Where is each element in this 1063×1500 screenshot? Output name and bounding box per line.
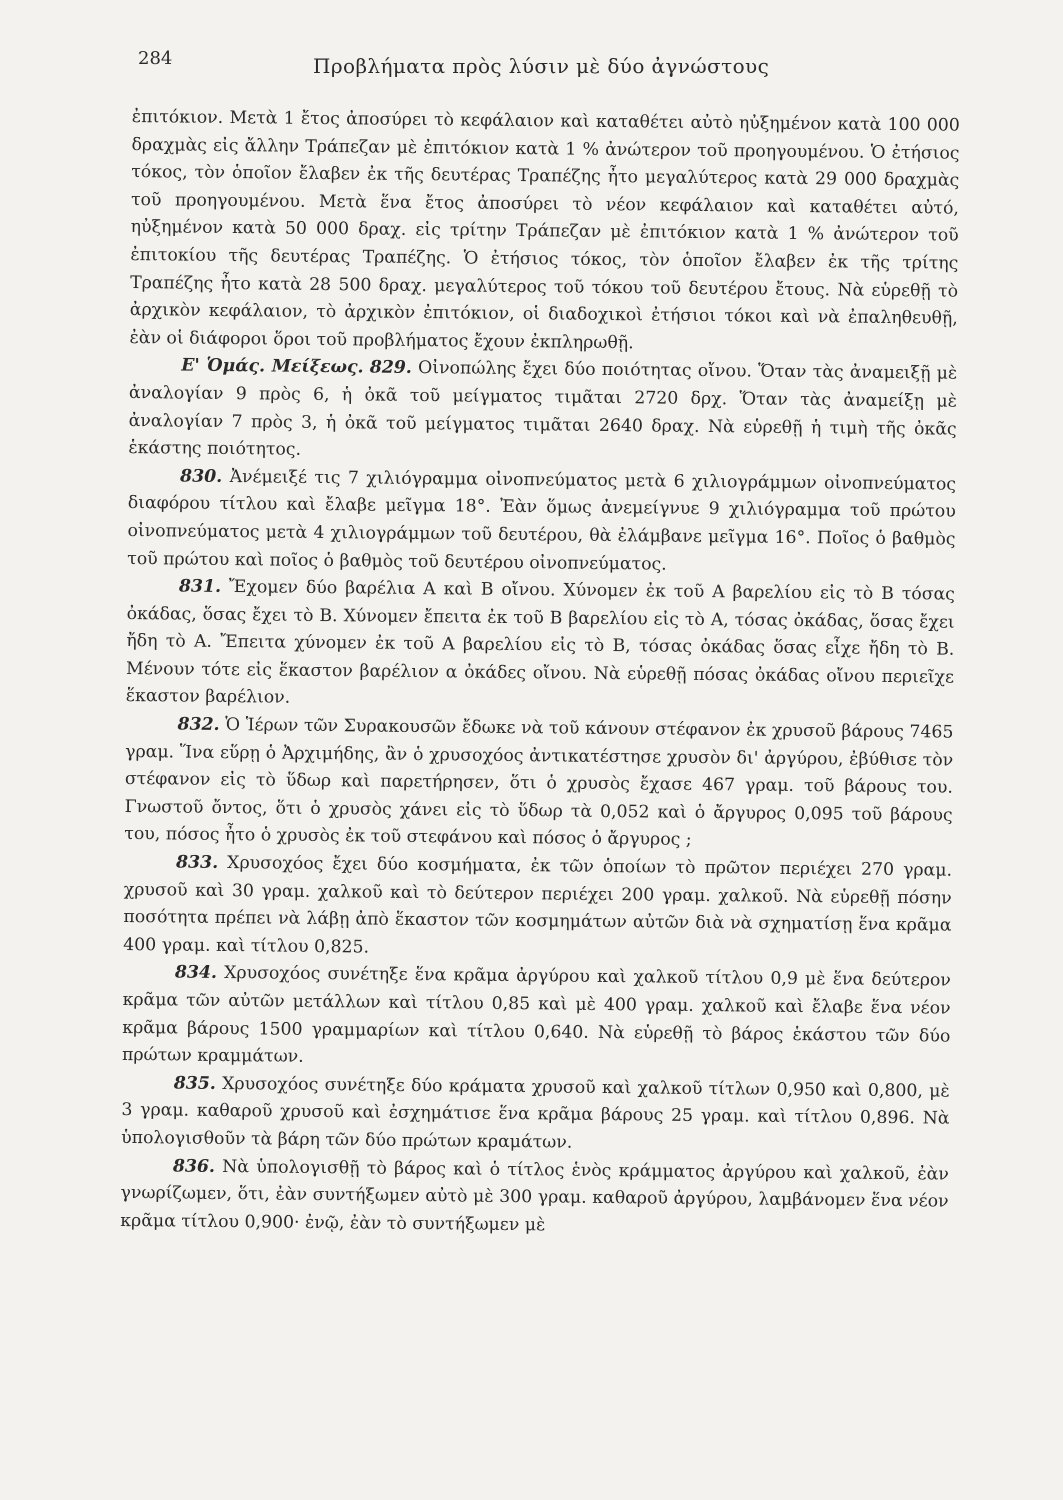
page-number: 284 xyxy=(138,48,173,69)
problem-text: Χρυσοχόος συνέτηξε δύο κράματα χρυσοῦ καὶ χαλκοῦ τίτλων 0,950 καὶ 0,800, μὲ 3 γραμ. καθαροῦ χρυσοῦ καὶ ἐσχημάτισε ἕνα κρᾶμα βάρους 25 γραμ. καὶ τίτλου 0,896. Νὰ ὑπολογισθοῦν τὰ βάρη τῶν δύο πρώτων κραμάτων. xyxy=(121,1073,950,1153)
problem-833 xyxy=(123,849,952,968)
problem-832 xyxy=(124,711,953,858)
problem-text: Ἔχομεν δύο βαρέλια Α καὶ Β οἴνου. Χύνομεν ἐκ τοῦ Α βαρελίου εἰς τὸ Β τόσας ὀκάδας, ὅσας ἔχει τὸ Β. Χύνομεν ἔπειτα ἐκ τοῦ Β βαρελίου εἰς τὸ Α, τόσας ὀκάδας, ὅσας ἔχει ἤδη τὸ Α. Ἔπειτα χύνομεν ἐκ τοῦ Α βαρελίου εἰς τὸ Β, τόσας ὀκάδας ὅσας εἶχε ἤδη τὸ Β. Μένουν τότε εἰς ἕκαστον βαρέλιον α ὀκάδες οἴνου. Νὰ εὑρεθῇ πόσας ὀκάδας οἴνου περιεῖχε ἕκαστον βαρέλιον. xyxy=(125,577,956,709)
page-body xyxy=(120,104,960,1244)
problem-number: 835. xyxy=(173,1073,216,1094)
problem-836 xyxy=(120,1153,949,1244)
paragraph-continuation xyxy=(129,104,960,361)
problem-831 xyxy=(126,573,955,720)
problem-829 xyxy=(128,352,957,471)
problem-835 xyxy=(121,1070,950,1161)
paragraph-text: ἐπιτόκιον. Μετὰ 1 ἔτος ἀποσύρει τὸ κεφάλαιον καὶ καταθέτει αὐτὸ ηὐξημένον κατὰ 100 000 δραχμὰς εἰς ἄλλην Τράπεζαν μὲ ἐπιτόκιον κατὰ 1 % ἀνώτερον τοῦ προηγουμένου. Ὁ ἐτήσιος τόκος, τὸν ὁποῖον ἔλαβεν ἐκ τῆς δευτέρας Τραπέζης ἦτο μεγαλύτερος κατὰ 29 000 δραχμὰς τοῦ προηγουμένου. Μετὰ ἕνα ἔτος ἀποσύρει τὸ νέον κεφάλαιον καὶ καταθέτει αὐτό, ηὐξημένον κατὰ 50 000 δραχ. εἰς τρίτην Τράπεζαν μὲ ἐπιτόκιον κατὰ 1 % ἀνώτερον τοῦ ἐπιτοκίου τῆς δευτέρας Τραπέζης. Ὁ ἐτήσιος τόκος, τὸν ὁποῖον ἔλαβεν ἐκ τῆς τρίτης Τραπέζης ἦτο κατὰ 28 500 δραχ. μεγαλύτερος τοῦ τόκου τοῦ δευτέρου ἔτους. Νὰ εὑρεθῇ τὸ ἀρχικὸν κεφάλαιον, τὸ ἀρχικὸν ἐπιτόκιον, οἱ διαδοχικοὶ ἐτήσιοι τόκοι καὶ νὰ ἐπαληθευθῇ, ἐὰν οἱ διάφοροι ὅροι τοῦ προβλήματος ἔχουν ἐκπληρωθῇ. xyxy=(129,106,960,354)
problem-number: 832. xyxy=(177,714,220,736)
problem-text: Νὰ ὑπολογισθῇ τὸ βάρος καὶ ὁ τίτλος ἑνὸς κράμματος ἀργύρου καὶ χαλκοῦ, ἐὰν γνωρίζωμεν, ὅτι, ἐὰν συντήξωμεν αὐτὸ μὲ 300 γραμ. καθαροῦ ἀργύρου, λαμβάνομεν ἕνα νέον κρᾶμα τίτλου 0,900· ἐνῷ, ἐὰν τὸ συντήξωμεν μὲ xyxy=(120,1156,949,1236)
problem-text: Ὁ Ἱέρων τῶν Συρακουσῶν ἔδωκε νὰ τοῦ κάνουν στέφανον ἐκ χρυσοῦ βάρους 7465 γραμ. Ἵνα εὕρῃ ὁ Ἀρχιμήδης, ἂν ὁ χρυσοχόος ἀντικατέστησε χρυσὸν δι' ἀργύρου, ἐβύθισε τὸν στέφανον εἰς τὸ ὕδωρ καὶ παρετήρησεν, ὅτι ὁ χρυσὸς ἔχασε 467 γραμ. τοῦ βάρους του. Γνωστοῦ ὄντος, ὅτι ὁ χρυσὸς χάνει εἰς τὸ ὕδωρ τὰ 0,052 καὶ ὁ ἄργυρος 0,095 τοῦ βάρους του, πόσος ἦτο ὁ χρυσὸς ἐκ τοῦ στεφάνου καὶ πόσος ὁ ἄργυρος ; xyxy=(124,715,954,851)
section-heading: Ε' Ὁμάς. Μείξεως. xyxy=(181,355,364,378)
problem-text: Ἀνέμειξέ τις 7 χιλιόγραμμα οἰνοπνεύματος μετὰ 6 χιλιογράμμων οἰνοπνεύματος διαφόρου τίτλου καὶ ἔλαβε μεῖγμα 18°. Ἐὰν ὅμως ἀνεμείγνυε 9 χιλιόγραμμα τοῦ πρώτου οἰνοπνεύματος μετὰ 4 χιλιογράμμων τοῦ δευτέρου, θὰ ἐλάμβανε μεῖγμα 16°. Ποῖος ὁ βαθμὸς τοῦ πρώτου καὶ ποῖος ὁ βαθμὸς τοῦ δευτέρου οἰνοπνεύματος. xyxy=(127,466,957,575)
problem-830 xyxy=(127,463,956,582)
problem-number: 830. xyxy=(179,466,223,487)
problem-number: 831. xyxy=(178,576,222,598)
problem-number: 833. xyxy=(175,852,219,873)
problem-834 xyxy=(122,959,951,1078)
problem-number: 834. xyxy=(174,962,218,984)
problem-text: Οἰνοπώλης ἔχει δύο ποιότητας οἴνου. Ὅταν τὰς ἀναμειξῇ μὲ ἀναλογίαν 9 πρὸς 6, ἡ ὀκᾶ τοῦ μείγματος τιμᾶται 2720 δρχ. Ὅταν τὰς ἀναμείξῃ μὲ ἀναλογίαν 7 πρὸς 3, ἡ ὀκᾶ τοῦ μείγματος τιμᾶται 2640 δραχ. Νὰ εὑρεθῇ ἡ τιμὴ τῆς ὀκᾶς ἑκάστης ποιότητος. xyxy=(128,358,958,460)
problem-number: 829. xyxy=(369,357,412,379)
problem-number: 836. xyxy=(172,1156,216,1177)
problem-text: Χρυσοχόος ἔχει δύο κοσμήματα, ἐκ τῶν ὁποίων τὸ πρῶτον περιέχει 270 γραμ. χρυσοῦ καὶ 30 γραμ. χαλκοῦ καὶ τὸ δεύτερον περιέχει 200 γραμ. χαλκοῦ. Νὰ εὑρεθῇ πόσην ποσότητα πρέπει νὰ λάβῃ ἀπὸ ἕκαστον τῶν κοσμημάτων αὐτῶν διὰ νὰ σχηματίσῃ ἕνα κρᾶμα 400 γραμ. καὶ τίτλου 0,825. xyxy=(123,853,953,958)
page-header xyxy=(138,46,903,86)
running-title: Προβλήματα πρὸς λύσιν μὲ δύο ἀγνώστους xyxy=(313,54,770,78)
problem-text: Χρυσοχόος συνέτηξε ἕνα κρᾶμα ἀργύρου καὶ χαλκοῦ τίτλου 0,9 μὲ ἕνα δεύτερον κρᾶμα τῶν αὐτῶν μετάλλων καὶ τίτλου 0,85 καὶ μὲ 400 γραμ. χαλκοῦ καὶ ἔλαβε ἕνα νέον κρᾶμα βάρους 1500 γραμμαρίων καὶ τίτλου 0,640. Νὰ εὑρεθῇ τὸ βάρος ἑκάστου τῶν δύο πρώτων κραμμάτων. xyxy=(121,963,951,1068)
